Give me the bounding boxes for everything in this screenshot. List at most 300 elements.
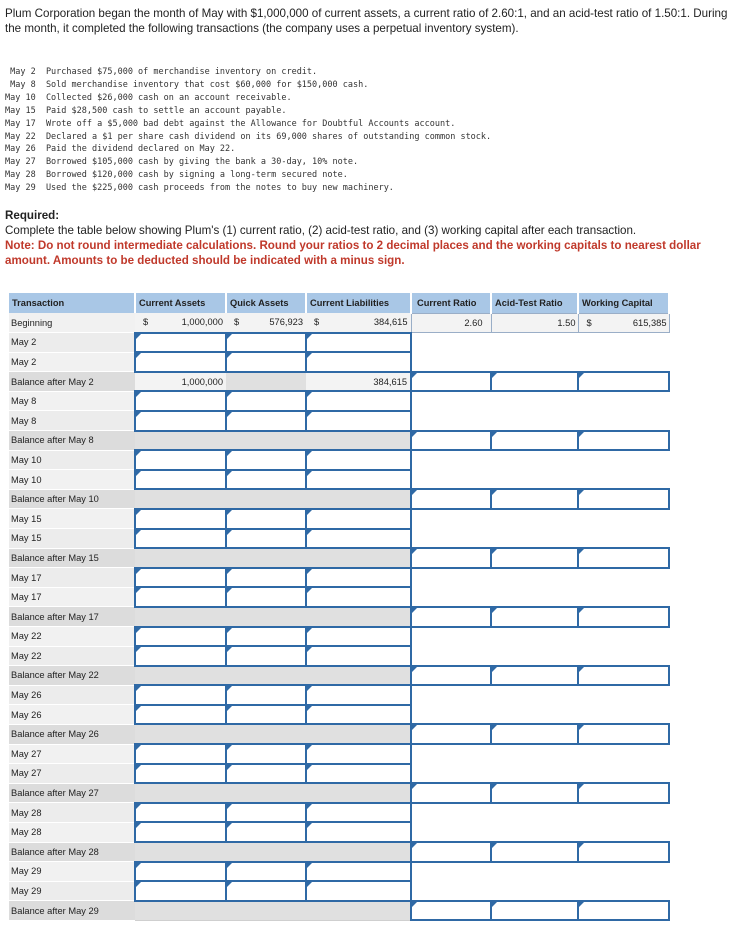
- current-assets-computed: [135, 901, 226, 921]
- table-row: [9, 881, 669, 901]
- quick-assets-computed: [226, 783, 306, 803]
- current-ratio-empty: [411, 627, 491, 647]
- row-label: May 28: [9, 803, 135, 823]
- input-marker-icon: [136, 745, 141, 750]
- input-marker-icon: [227, 392, 232, 397]
- currency-symbol: $: [586, 317, 592, 328]
- current-liabilities-input[interactable]: [306, 352, 411, 372]
- quick-assets-input[interactable]: [226, 646, 306, 666]
- row-label: May 26: [9, 685, 135, 705]
- working-capital-input[interactable]: [578, 842, 669, 862]
- current-ratio-empty: [411, 764, 491, 784]
- table-row: [9, 685, 669, 705]
- working-capital-empty: [578, 822, 669, 842]
- input-marker-icon: [492, 432, 497, 437]
- table-row: [9, 744, 669, 764]
- working-capital-empty: [578, 881, 669, 901]
- acid-test-ratio-input[interactable]: [491, 431, 578, 451]
- table-row-balance: [9, 783, 669, 803]
- current-assets-input[interactable]: [135, 744, 226, 764]
- current-assets-input[interactable]: [135, 509, 226, 529]
- current-liabilities-input[interactable]: [306, 862, 411, 882]
- current-assets-input[interactable]: [135, 529, 226, 549]
- working-capital-empty: [578, 529, 669, 549]
- acid-test-ratio-input[interactable]: [491, 607, 578, 627]
- current-assets-input[interactable]: [135, 764, 226, 784]
- input-marker-icon: [412, 843, 417, 848]
- input-marker-icon: [227, 765, 232, 770]
- input-marker-icon: [227, 628, 232, 633]
- working-capital-input[interactable]: [578, 607, 669, 627]
- input-marker-icon: [412, 432, 417, 437]
- input-marker-icon: [492, 549, 497, 554]
- table-row: [9, 627, 669, 647]
- input-marker-icon: [307, 530, 312, 535]
- current-liabilities-computed: [306, 842, 411, 862]
- beginning-quick-assets: $ 576,923: [226, 313, 306, 333]
- row-label: May 27: [9, 744, 135, 764]
- acid-test-ratio-input[interactable]: [491, 724, 578, 744]
- input-marker-icon: [307, 804, 312, 809]
- input-marker-icon: [579, 902, 584, 907]
- current-ratio-empty: [411, 705, 491, 725]
- row-label: May 2: [9, 352, 135, 372]
- input-marker-icon: [136, 412, 141, 417]
- input-marker-icon: [227, 412, 232, 417]
- input-marker-icon: [307, 863, 312, 868]
- current-liabilities-input[interactable]: [306, 803, 411, 823]
- input-marker-icon: [492, 784, 497, 789]
- current-liabilities-input[interactable]: [306, 705, 411, 725]
- input-marker-icon: [412, 490, 417, 495]
- input-marker-icon: [307, 882, 312, 887]
- quick-assets-input[interactable]: [226, 881, 306, 901]
- input-marker-icon: [227, 451, 232, 456]
- input-marker-icon: [307, 765, 312, 770]
- row-label: Balance after May 22: [9, 666, 135, 686]
- current-ratio-input[interactable]: [411, 431, 491, 451]
- quick-assets-input[interactable]: [226, 627, 306, 647]
- row-label: May 26: [9, 705, 135, 725]
- input-marker-icon: [492, 608, 497, 613]
- acid-test-ratio-empty: [491, 881, 578, 901]
- working-capital-input[interactable]: [578, 548, 669, 568]
- table-row-balance: [9, 489, 669, 509]
- transaction-line: May 8 Sold merchandise inventory that cost $60,000 for $150,000 cash.: [5, 79, 369, 90]
- current-assets-computed: [135, 666, 226, 686]
- working-capital-empty: [578, 764, 669, 784]
- input-marker-icon: [227, 863, 232, 868]
- quick-assets-input[interactable]: [226, 529, 306, 549]
- input-marker-icon: [412, 784, 417, 789]
- quick-assets-input[interactable]: [226, 587, 306, 607]
- table-row: [9, 646, 669, 666]
- quick-assets-computed: [226, 431, 306, 451]
- input-marker-icon: [227, 823, 232, 828]
- quick-assets-input[interactable]: [226, 391, 306, 411]
- input-marker-icon: [227, 706, 232, 711]
- current-assets-input[interactable]: [135, 470, 226, 490]
- row-label: Balance after May 10: [9, 489, 135, 509]
- current-liabilities-input[interactable]: [306, 391, 411, 411]
- input-marker-icon: [579, 490, 584, 495]
- required-text: Complete the table below showing Plum's (1) current ratio, (2) acid-test ratio, and (3) working capital after each transaction.: [5, 224, 637, 237]
- current-liabilities-computed: [306, 901, 411, 921]
- row-label: Balance after May 17: [9, 607, 135, 627]
- input-marker-icon: [412, 549, 417, 554]
- row-label: Balance after May 29: [9, 901, 135, 921]
- quick-assets-input[interactable]: [226, 705, 306, 725]
- input-marker-icon: [492, 843, 497, 848]
- requirements: [5, 208, 739, 268]
- input-marker-icon: [492, 490, 497, 495]
- quick-assets-input[interactable]: [226, 862, 306, 882]
- current-liabilities-input[interactable]: [306, 587, 411, 607]
- current-ratio-input[interactable]: [411, 489, 491, 509]
- beginning-current-assets: $ 1,000,000: [135, 313, 226, 333]
- acid-test-ratio-empty: [491, 529, 578, 549]
- current-assets-input[interactable]: [135, 881, 226, 901]
- acid-test-ratio-input[interactable]: [491, 548, 578, 568]
- input-marker-icon: [136, 706, 141, 711]
- row-label: Balance after May 15: [9, 548, 135, 568]
- working-capital-empty: [578, 450, 669, 470]
- currency-symbol: $: [314, 317, 320, 328]
- input-marker-icon: [227, 471, 232, 476]
- current-ratio-empty: [411, 450, 491, 470]
- header-transaction: Transaction: [9, 293, 135, 313]
- acid-test-ratio-input[interactable]: [491, 783, 578, 803]
- row-label: May 15: [9, 509, 135, 529]
- current-ratio-input[interactable]: [411, 607, 491, 627]
- input-marker-icon: [136, 334, 141, 339]
- row-label: May 17: [9, 568, 135, 588]
- current-assets-input[interactable]: [135, 411, 226, 431]
- table-row: [9, 450, 669, 470]
- input-marker-icon: [136, 471, 141, 476]
- acid-test-ratio-input[interactable]: [491, 489, 578, 509]
- row-label: May 27: [9, 764, 135, 784]
- current-assets-input[interactable]: [135, 568, 226, 588]
- transaction-line: May 10 Collected $26,000 cash on an account receivable.: [5, 92, 292, 103]
- input-marker-icon: [412, 373, 417, 378]
- current-liabilities-input[interactable]: [306, 470, 411, 490]
- transaction-line: May 17 Wrote off a $5,000 bad debt against the Allowance for Doubtful Accounts account.: [5, 118, 456, 129]
- current-liabilities-input[interactable]: [306, 881, 411, 901]
- current-liabilities-input[interactable]: [306, 685, 411, 705]
- current-liabilities-input[interactable]: [306, 509, 411, 529]
- beginning-acid-test-ratio: 1.50: [491, 313, 578, 333]
- input-marker-icon: [227, 510, 232, 515]
- quick-assets-input[interactable]: [226, 450, 306, 470]
- table-row-balance: [9, 842, 669, 862]
- current-assets-computed: [135, 724, 226, 744]
- working-capital-empty: [578, 352, 669, 372]
- current-ratio-empty: [411, 862, 491, 882]
- current-liabilities-input[interactable]: [306, 646, 411, 666]
- table-row: [9, 822, 669, 842]
- input-marker-icon: [307, 686, 312, 691]
- table-row: [9, 568, 669, 588]
- quick-assets-computed: [226, 842, 306, 862]
- table-row-balance: [9, 666, 669, 686]
- current-assets-computed: [135, 607, 226, 627]
- current-liabilities-input[interactable]: [306, 333, 411, 353]
- input-marker-icon: [579, 843, 584, 848]
- row-label: May 10: [9, 450, 135, 470]
- quick-assets-input[interactable]: [226, 333, 306, 353]
- working-capital-empty: [578, 411, 669, 431]
- working-capital-empty: [578, 705, 669, 725]
- input-marker-icon: [307, 392, 312, 397]
- quick-assets-input[interactable]: [226, 822, 306, 842]
- current-assets-input[interactable]: [135, 627, 226, 647]
- table-row-balance: [9, 607, 669, 627]
- working-capital-empty: [578, 333, 669, 353]
- working-capital-input[interactable]: [578, 489, 669, 509]
- current-assets-input[interactable]: [135, 450, 226, 470]
- current-liabilities-input[interactable]: [306, 627, 411, 647]
- current-ratio-empty: [411, 411, 491, 431]
- current-liabilities-input[interactable]: [306, 744, 411, 764]
- row-label: May 2: [9, 333, 135, 353]
- row-label: May 8: [9, 411, 135, 431]
- required-note: Note: Do not round intermediate calculations. Round your ratios to 2 decimal places and the working capitals to nearest dollar amount. Amounts to be deducted should be indicated with a minus sign.: [5, 239, 701, 267]
- input-marker-icon: [307, 706, 312, 711]
- current-ratio-empty: [411, 470, 491, 490]
- input-marker-icon: [307, 823, 312, 828]
- table-row: [9, 391, 669, 411]
- table-row: [9, 862, 669, 882]
- current-ratio-empty: [411, 587, 491, 607]
- quick-assets-input[interactable]: [226, 685, 306, 705]
- quick-assets-computed: [226, 724, 306, 744]
- acid-test-ratio-input[interactable]: [491, 372, 578, 392]
- ratio-table: [9, 293, 670, 921]
- working-capital-empty: [578, 744, 669, 764]
- current-assets-value: 1,000,000: [135, 372, 226, 392]
- current-assets-input[interactable]: [135, 391, 226, 411]
- working-capital-empty: [578, 470, 669, 490]
- current-ratio-input[interactable]: [411, 724, 491, 744]
- current-assets-input[interactable]: [135, 352, 226, 372]
- input-marker-icon: [307, 451, 312, 456]
- input-marker-icon: [412, 667, 417, 672]
- current-liabilities-computed: [306, 431, 411, 451]
- row-label: May 22: [9, 627, 135, 647]
- current-liabilities-input[interactable]: [306, 822, 411, 842]
- input-marker-icon: [227, 588, 232, 593]
- input-marker-icon: [307, 510, 312, 515]
- table-row-balance: [9, 901, 669, 921]
- current-liabilities-computed: [306, 666, 411, 686]
- acid-test-ratio-input[interactable]: [491, 901, 578, 921]
- row-label: Balance after May 2: [9, 372, 135, 392]
- input-marker-icon: [136, 392, 141, 397]
- quick-assets-input[interactable]: [226, 509, 306, 529]
- working-capital-empty: [578, 587, 669, 607]
- quick-assets-input[interactable]: [226, 803, 306, 823]
- header-quick-assets: Quick Assets: [226, 293, 306, 313]
- current-ratio-input[interactable]: [411, 901, 491, 921]
- table-row: [9, 529, 669, 549]
- current-liabilities-computed: [306, 607, 411, 627]
- input-marker-icon: [492, 667, 497, 672]
- acid-test-ratio-input[interactable]: [491, 842, 578, 862]
- current-ratio-input[interactable]: [411, 548, 491, 568]
- input-marker-icon: [307, 647, 312, 652]
- working-capital-empty: [578, 509, 669, 529]
- transaction-line: May 29 Used the $225,000 cash proceeds from the notes to buy new machinery.: [5, 183, 394, 194]
- working-capital-input[interactable]: [578, 431, 669, 451]
- input-marker-icon: [227, 530, 232, 535]
- current-assets-computed: [135, 431, 226, 451]
- current-liabilities-computed: [306, 489, 411, 509]
- input-marker-icon: [579, 784, 584, 789]
- quick-assets-input[interactable]: [226, 568, 306, 588]
- current-assets-input[interactable]: [135, 685, 226, 705]
- current-assets-input[interactable]: [135, 803, 226, 823]
- table-row: [9, 352, 669, 372]
- row-label: Balance after May 8: [9, 431, 135, 451]
- working-capital-input[interactable]: [578, 783, 669, 803]
- input-marker-icon: [136, 510, 141, 515]
- input-marker-icon: [136, 569, 141, 574]
- input-marker-icon: [492, 725, 497, 730]
- transaction-line: May 26 Paid the dividend declared on May 22.: [5, 144, 236, 155]
- current-assets-input[interactable]: [135, 333, 226, 353]
- quick-assets-input[interactable]: [226, 411, 306, 431]
- header-current-liabilities: Current Liabilities: [306, 293, 411, 313]
- input-marker-icon: [579, 608, 584, 613]
- current-ratio-input[interactable]: [411, 783, 491, 803]
- intro-paragraph: Plum Corporation began the month of May with $1,000,000 of current assets, a current ratio of 2.60:1, and an acid-test ratio of 1.50:1. During the month, it completed the following transactions (the company uses a perpetual inventory system).: [5, 7, 728, 35]
- header-current-assets: Current Assets: [135, 293, 226, 313]
- working-capital-empty: [578, 568, 669, 588]
- current-ratio-empty: [411, 391, 491, 411]
- acid-test-ratio-input[interactable]: [491, 666, 578, 686]
- input-marker-icon: [579, 432, 584, 437]
- table-row: [9, 509, 669, 529]
- acid-test-ratio-empty: [491, 685, 578, 705]
- current-assets-computed: [135, 548, 226, 568]
- working-capital-empty: [578, 685, 669, 705]
- working-capital-empty: [578, 391, 669, 411]
- quick-assets-input[interactable]: [226, 470, 306, 490]
- working-capital-empty: [578, 627, 669, 647]
- input-marker-icon: [492, 902, 497, 907]
- quick-assets-input[interactable]: [226, 764, 306, 784]
- table-row: [9, 764, 669, 784]
- working-capital-input[interactable]: [578, 666, 669, 686]
- current-ratio-empty: [411, 529, 491, 549]
- input-marker-icon: [307, 471, 312, 476]
- input-marker-icon: [307, 745, 312, 750]
- row-label: May 15: [9, 529, 135, 549]
- input-marker-icon: [307, 588, 312, 593]
- quick-assets-input[interactable]: [226, 744, 306, 764]
- transaction-list: [5, 66, 491, 195]
- input-marker-icon: [307, 353, 312, 358]
- input-marker-icon: [136, 628, 141, 633]
- input-marker-icon: [579, 725, 584, 730]
- current-assets-input[interactable]: [135, 587, 226, 607]
- current-liabilities-input[interactable]: [306, 529, 411, 549]
- quick-assets-input[interactable]: [226, 352, 306, 372]
- acid-test-ratio-empty: [491, 391, 578, 411]
- current-assets-input[interactable]: [135, 862, 226, 882]
- acid-test-ratio-empty: [491, 352, 578, 372]
- input-marker-icon: [227, 804, 232, 809]
- beginning-working-capital: $ 615,385: [578, 313, 669, 333]
- current-liabilities-input[interactable]: [306, 764, 411, 784]
- acid-test-ratio-empty: [491, 411, 578, 431]
- working-capital-input[interactable]: [578, 724, 669, 744]
- input-marker-icon: [136, 647, 141, 652]
- row-label: Balance after May 28: [9, 842, 135, 862]
- current-liabilities-input[interactable]: [306, 568, 411, 588]
- input-marker-icon: [412, 725, 417, 730]
- input-marker-icon: [136, 882, 141, 887]
- table-row-beginning: [9, 313, 669, 333]
- current-ratio-input[interactable]: [411, 666, 491, 686]
- current-ratio-empty: [411, 568, 491, 588]
- beginning-current-ratio: 2.60: [411, 313, 491, 333]
- input-marker-icon: [492, 373, 497, 378]
- current-assets-computed: [135, 842, 226, 862]
- working-capital-input[interactable]: [578, 901, 669, 921]
- table-row-balance: [9, 724, 669, 744]
- row-label: May 29: [9, 881, 135, 901]
- input-marker-icon: [227, 334, 232, 339]
- current-assets-input[interactable]: [135, 822, 226, 842]
- input-marker-icon: [307, 628, 312, 633]
- current-ratio-empty: [411, 352, 491, 372]
- input-marker-icon: [136, 686, 141, 691]
- table-row: [9, 333, 669, 353]
- input-marker-icon: [307, 334, 312, 339]
- acid-test-ratio-empty: [491, 587, 578, 607]
- current-ratio-input[interactable]: [411, 372, 491, 392]
- row-label: May 10: [9, 470, 135, 490]
- working-capital-input[interactable]: [578, 372, 669, 392]
- row-label: Balance after May 27: [9, 783, 135, 803]
- header-current-ratio: Current Ratio: [411, 293, 491, 313]
- current-ratio-input[interactable]: [411, 842, 491, 862]
- input-marker-icon: [136, 530, 141, 535]
- current-liabilities-input[interactable]: [306, 450, 411, 470]
- input-marker-icon: [579, 373, 584, 378]
- input-marker-icon: [227, 569, 232, 574]
- current-assets-input[interactable]: [135, 646, 226, 666]
- input-marker-icon: [136, 451, 141, 456]
- currency-symbol: $: [234, 317, 240, 328]
- acid-test-ratio-empty: [491, 646, 578, 666]
- acid-test-ratio-empty: [491, 803, 578, 823]
- current-assets-input[interactable]: [135, 705, 226, 725]
- current-liabilities-computed: [306, 548, 411, 568]
- header-working-capital: Working Capital: [578, 293, 669, 313]
- current-ratio-empty: [411, 822, 491, 842]
- input-marker-icon: [227, 745, 232, 750]
- current-liabilities-input[interactable]: [306, 411, 411, 431]
- quick-assets-computed: [226, 372, 306, 392]
- input-marker-icon: [412, 902, 417, 907]
- input-marker-icon: [136, 588, 141, 593]
- table-header: [9, 293, 669, 313]
- input-marker-icon: [136, 804, 141, 809]
- transaction-line: May 2 Purchased $75,000 of merchandise inventory on credit.: [5, 67, 318, 77]
